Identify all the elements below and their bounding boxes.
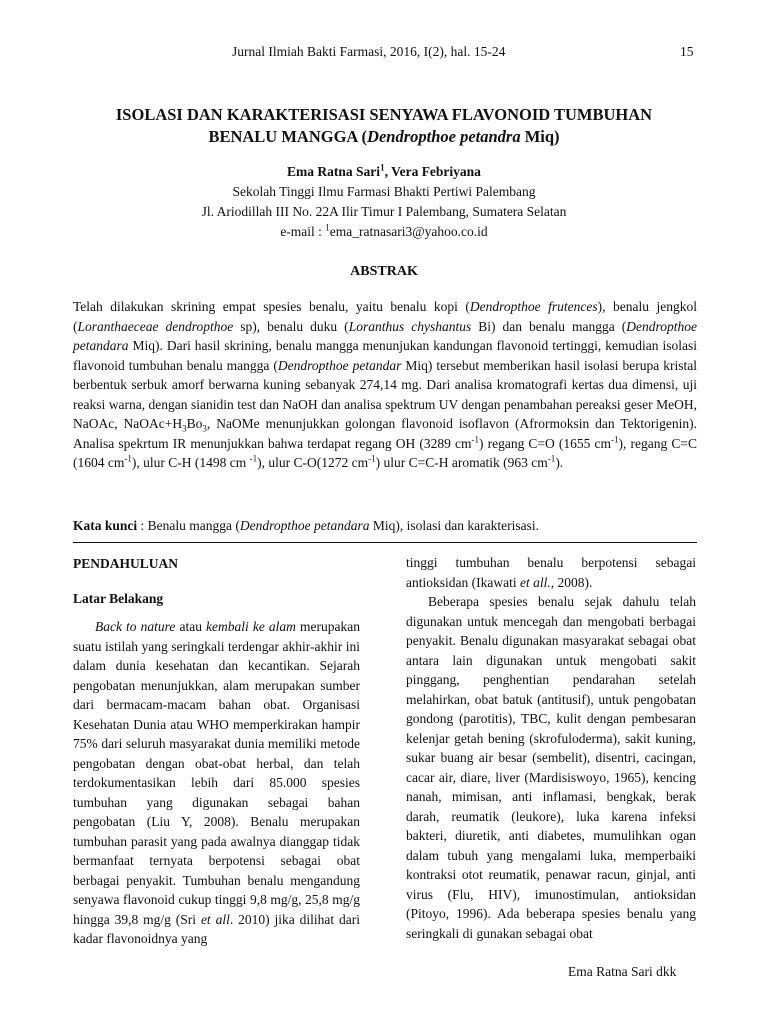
section-heading: PENDAHULUAN <box>73 556 179 571</box>
paragraph: Beberapa spesies benalu sejak dahulu telah digunakan untuk mencegah dan mengobati berbagai penyakit. Benalu digunakan masyarakat sebagai obat antara lain digunakan untuk mengobati sakit pinggang, penghentian pendarahan setelah melahirkan, obat batuk (antitusif), untuk pengobatan gondong (parotitis), TBC, kulit dengan pembesaran kelenjar getah bening (skrofuloderma), sakit kuning, sukar buang air besar (sembelit), disentri, cacingan, cacar air, diare, liver (Mardisiswoyo, 1965), kencing nanah, mimisan, anti inflamasi, bengkak, berak darah, reumatik (leukore), luka karena infeksi bakteri, diuretik, anti diabetes, mumulihkan ogan dalam tubuh yang mengalami luka, memperbaiki kontraksi otot reumatik, penawar racun, ginjal, anti virus (Flu, HIV), imunostimulan, antioksidan (Pitoyo, 1996). Ada beberapa spesies benalu yang seringkali di gunakan sebagai obat <box>406 594 696 941</box>
affiliation: Sekolah Tinggi Ilmu Farmasi Bhakti Pertiwi Palembang <box>232 184 536 199</box>
keywords: Kata kunci : Benalu mangga (Dendropthoe petandara Miq), isolasi dan karakterisasi. <box>73 518 539 533</box>
author-names: Ema Ratna Sari$^1$, Vera Febriyana <box>287 162 481 179</box>
email-link[interactable]: ema_ratnasari3@yahoo.co.id <box>329 224 488 239</box>
title-line-2: BENALU MANGGA (Dendropthoe petandra Miq) <box>208 127 560 146</box>
abstract-heading: ABSTRAK <box>350 264 418 279</box>
subsection-heading: Latar Belakang <box>73 590 164 606</box>
email: e-mail : $^1$ema_ratnasari3@yahoo.co.id <box>280 222 488 239</box>
author-block <box>40 162 728 242</box>
title-species: Dendropthoe petandra <box>367 127 521 146</box>
paragraph: Back to nature atau kembali ke alam merupakan suatu istilah yang seringkali terdengar akhir-akhir ini dalam dunia kesehatan dan kecantikan. Sejarah pengobatan menunjukkan, alam merupakan sumber dari bermacam-macam bahan obat. Organisasi Kesehatan Dunia atau WHO memperkirakan hampir 75% dari seluruh masyarakat dunia memiliki metode pengobatan dengan obat-obat herbal, dan telah terdokumentasikan lebih dari 85.000 spesies tumbuhan yang digunakan sebagai bahan pengobatan (Liu Y, 2008). Benalu merupakan tumbuhan parasit yang pada awalnya dianggap tidak bermanfaat ternyata berpotensi sebagai obat berbagai penyakit. Tumbuhan benalu mengandung senyawa flavonoid cukup tinggi 9,8 mg/g, 25,8 mg/g hingga 39,8 mg/g (Sri et all. 2010) jika dilihat dari kadar flavonoidnya yang <box>73 619 360 946</box>
left-column <box>73 554 360 949</box>
abstract-body: Telah dilakukan skrining empat spesies benalu, yaitu benalu kopi (Dendropthoe frutences), benalu jengkol (Loranthaeceae dendropthoe sp), benalu duku (Loranthus chyshantus Bi) dan benalu mangga (Dendropthoe petandara Miq). Dari hasil skrining, benalu mangga menunjukan kandungan flavonoid tertinggi, kemudian isolasi flavonoid tumbuhan benalu mangga (Dendropthoe petandar Miq) tersebut memberikan hasil isolasi berupa kristal berbentuk serbuk amorf berwarna kuning sebanyak 274,14 mg. Dari analisa kromatografi kertas dua dimensi, uji reaksi warna, dengan sianidin test dan NaOH dan analisa spektrum UV dengan penambahan pereaksi geser MeOH, NaOAc, $NaOAc+H_3Bo_3$, NaOMe menunjukkan golongan flavonoid isoflavon (Afrormoksin dan Tektorigenin). Analisa spekrtum IR menunjukkan bahwa terdapat regang OH (3289 $cm^{-1}$) regang C=O (1655 $cm^{-1}$), regang C=C (1604 $cm^{-1}$), ulur C-H (1498 cm $^{-1}$), ulur C-O(1272 $cm^{-1}$) ulur C=C-H aromatik (963 $cm^{-1}$). <box>73 299 698 470</box>
divider <box>73 542 697 543</box>
paper-title <box>40 104 728 148</box>
page-number: 15 <box>680 44 694 59</box>
keywords-label: Kata kunci <box>73 518 138 533</box>
journal-citation: Jurnal Ilmiah Bakti Farmasi, 2016, I(2), hal. 15-24 <box>232 44 506 59</box>
page-footer: Ema Ratna Sari dkk <box>568 964 677 979</box>
paragraph: tinggi tumbuhan benalu berpotensi sebagai antioksidan (Ikawati et all., 2008). <box>406 555 696 590</box>
right-column <box>406 553 696 943</box>
address: Jl. Ariodillah III No. 22A Ilir Timur I Palembang, Sumatera Selatan <box>201 204 567 219</box>
title-line-1: ISOLASI DAN KARAKTERISASI SENYAWA FLAVONOID TUMBUHAN <box>115 105 653 124</box>
